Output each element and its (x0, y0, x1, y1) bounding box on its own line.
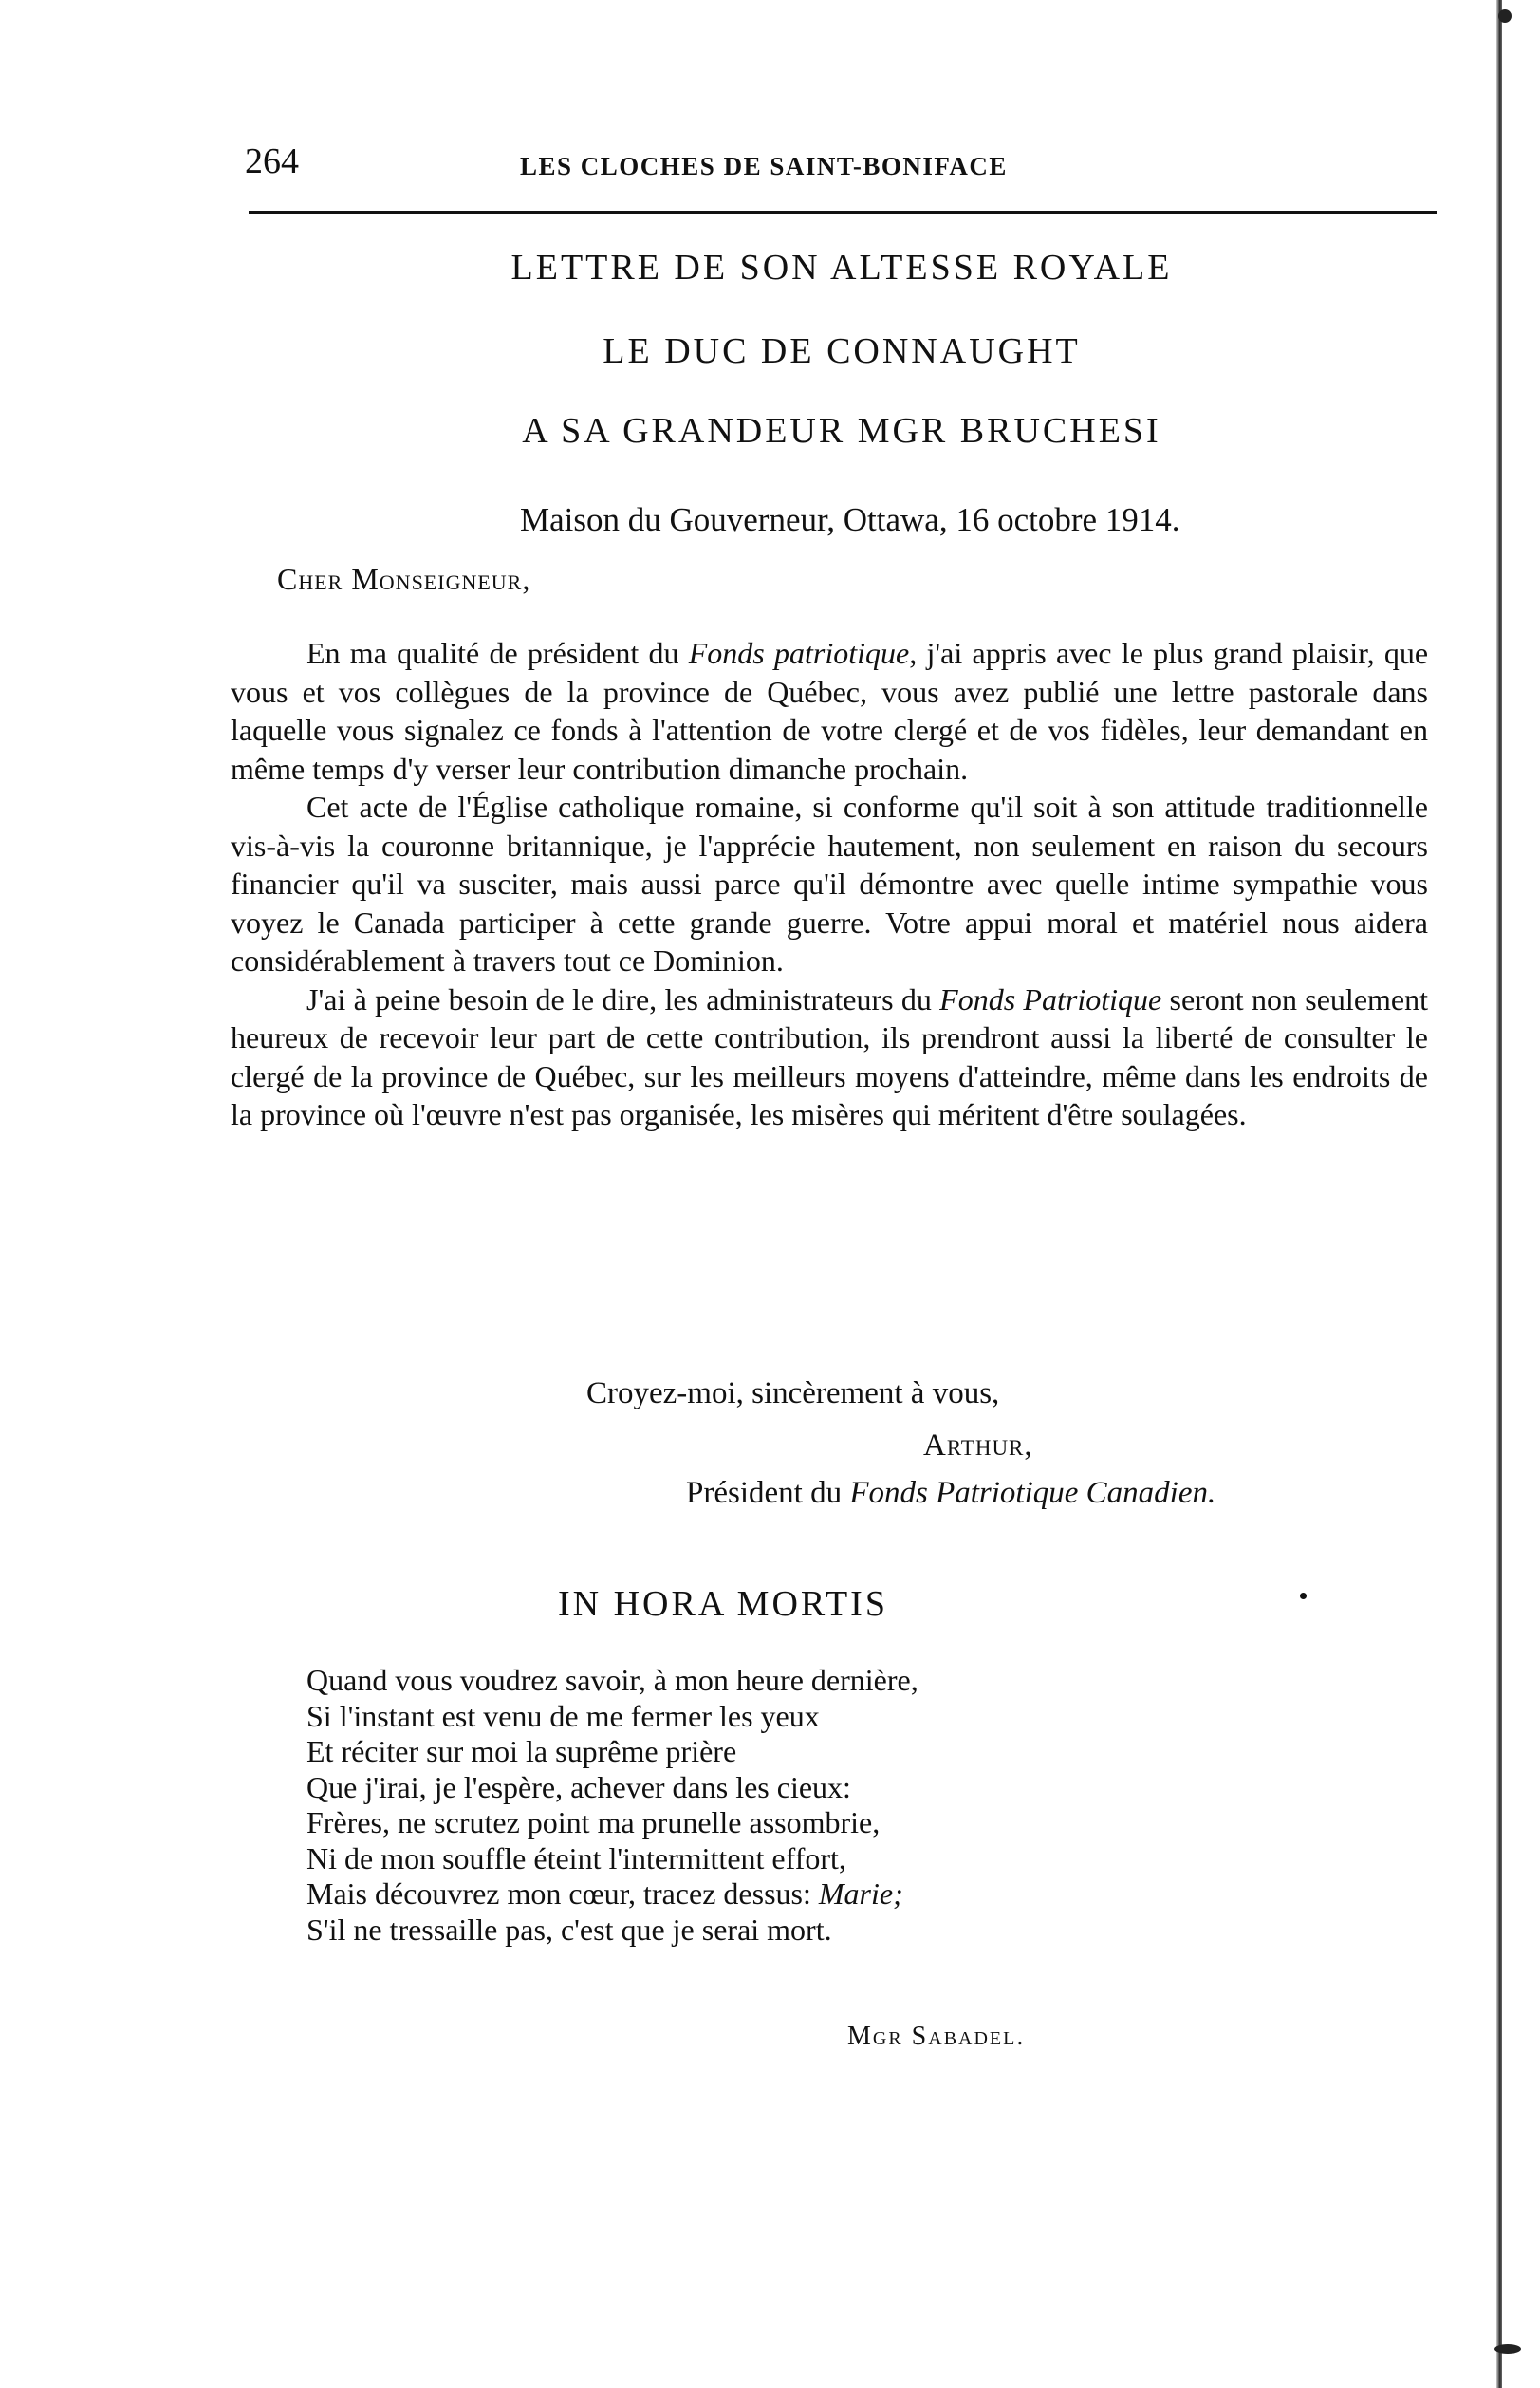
paragraph-1 (231, 634, 1428, 788)
closing: Croyez-moi, sincèrement à vous, (586, 1376, 1000, 1410)
poem-line: Si l'instant est venu de me fermer les yeux (306, 1698, 820, 1733)
poem-line: S'il ne tressaille pas, c'est que je serai mort. (306, 1912, 832, 1947)
page-number: 264 (245, 141, 299, 181)
stray-mark (1300, 1593, 1307, 1599)
poem-line: Et réciter sur moi la suprême prière (306, 1734, 737, 1768)
poem (306, 1663, 918, 1948)
poem-line: Quand vous voudrez savoir, à mon heure dernière, (306, 1663, 918, 1697)
salutation: Cher Monseigneur, (277, 562, 531, 596)
header-rule (249, 211, 1437, 214)
paragraph-1-text-b: , j'ai appris avec le plus grand plaisir, que vous et vos collègues de la province de Québec, vous avez publié une lettre pastorale dans laquelle vous signalez ce fonds à l'attention de votre clergé et de vos fidèles, leur demandant en même temps d'y verser leur contribution dimanche prochain. (231, 636, 1429, 786)
letter-title-line-2: LE DUC DE CONNAUGHT (603, 331, 1081, 371)
poem-author: Mgr Sabadel. (847, 2022, 1026, 2051)
poem-line: Frères, ne scrutez point ma prunelle assombrie, (306, 1805, 881, 1839)
paragraph-3-text-b: seront non seulement heureux de recevoir leur part de cette contribution, ils prendront aussi la liberté de consulter le clergé de la province de Québec, sur les meilleurs moyens d'atteindre, même dans les endroits de la province où l'œuvre n'est pas organisée, les misères qui méritent d'être soulagées. (231, 981, 1429, 1131)
letter-body (231, 634, 1428, 1134)
letter-title-line-1: LETTRE DE SON ALTESSE ROYALE (510, 248, 1173, 288)
poem-line: Que j'irai, je l'espère, achever dans les cieux: (306, 1769, 851, 1804)
page-speck (1494, 2344, 1521, 2354)
paragraph-1-text-a: En ma qualité de président du (306, 636, 689, 670)
page-header (245, 140, 1440, 197)
letter-title-line-3: A SA GRANDEUR MGR BRUCHESI (522, 411, 1161, 451)
fonds-patriotique-italic: Fonds Patriotique (939, 981, 1162, 1017)
poem-line: Ni de mon souffle éteint l'intermittent effort, (306, 1840, 846, 1875)
page-speck (1498, 9, 1512, 23)
marie-italic: Marie; (818, 1876, 903, 1911)
poem-line (306, 1876, 918, 1912)
signature-title-italic: Fonds Patriotique Canadien. (849, 1476, 1216, 1510)
poem-line-7-text: Mais découvrez mon cœur, tracez dessus: (306, 1876, 819, 1911)
dateline: Maison du Gouverneur, Ottawa, 16 octobre 1914. (520, 501, 1180, 538)
paragraph-2: Cet acte de l'Église catholique romaine, si conforme qu'il soit à son attitude traditionnelle vis-à-vis la couronne britannique, je l'apprécie hautement, non seulement en raison du secours financier qu'il va susciter, mais aussi parce qu'il démontre avec quelle intime sympathie vous voyez le Canada participer à cette grande guerre. Votre appui moral et matériel nous aidera considérablement à travers tout ce Dominion. (231, 790, 1428, 978)
fonds-patriotique-italic: Fonds patriotique (688, 636, 910, 670)
signature: Arthur, (923, 1428, 1033, 1463)
page-edge-shadow (1496, 0, 1502, 2388)
signature-title (686, 1476, 1215, 1511)
paragraph-3-text-a: J'ai à peine besoin de le dire, les administrateurs du (306, 981, 940, 1017)
signature-title-text: Président du (686, 1476, 850, 1510)
poem-title: IN HORA MORTIS (558, 1584, 888, 1624)
paragraph-3 (231, 980, 1428, 1134)
running-head: LES CLOCHES DE SAINT-BONIFACE (520, 152, 1008, 180)
